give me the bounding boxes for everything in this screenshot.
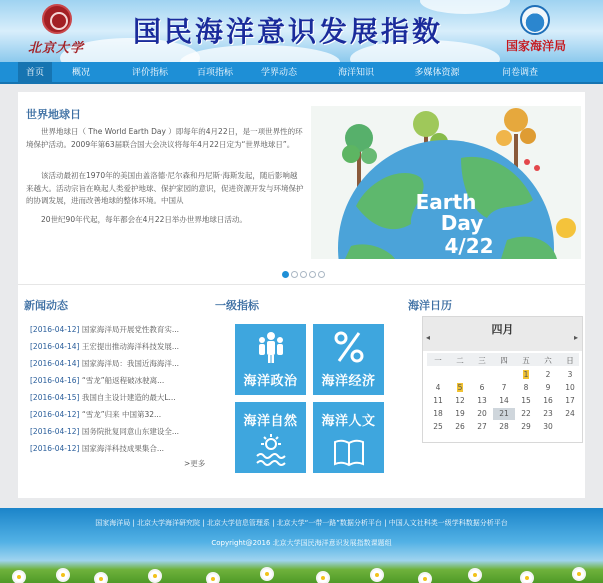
news-item[interactable]: [2016-04-14] 王宏提出推动海洋科技发展... — [30, 342, 179, 351]
news-section-title[interactable]: 新闻动态 — [24, 299, 68, 312]
sun-waves-icon — [255, 434, 287, 470]
calendar-day[interactable]: 2 — [545, 370, 551, 379]
ocean-calendar — [422, 316, 583, 443]
slider-dots — [282, 271, 327, 279]
calendar-weekday: 三 — [478, 356, 486, 365]
news-item[interactable]: [2016-04-12] 国务院批复同意山东建设全... — [30, 427, 179, 436]
indicator-label: 海洋政治 — [243, 374, 298, 389]
calendar-day[interactable]: 22 — [521, 409, 531, 418]
daisy-icon — [96, 574, 106, 583]
daisy-icon — [470, 570, 480, 580]
feature-paragraph-3: 20世纪90年代起，每年都会在4月22日举办世界地球日活动。 — [41, 215, 247, 224]
daisy-icon — [14, 572, 24, 582]
daisy-icon — [522, 573, 532, 583]
agency-name: 国家海洋局 — [505, 39, 566, 53]
calendar-weekday: 二 — [456, 356, 464, 365]
calendar-weekday: 日 — [566, 356, 574, 365]
calendar-day[interactable]: 14 — [499, 396, 509, 405]
nav-item-hundred-indicators[interactable]: 百项指标 — [196, 68, 233, 78]
calendar-day[interactable]: 26 — [455, 422, 465, 431]
calendar-day[interactable]: 10 — [565, 383, 575, 392]
nav-item-ocean-knowledge[interactable]: 海洋知识 — [337, 68, 374, 78]
calendar-day[interactable]: 28 — [499, 422, 509, 431]
nav-item-survey[interactable]: 问卷调查 — [501, 68, 538, 78]
university-name: 北京大学 — [27, 41, 84, 56]
earth-day-line2: Day — [440, 211, 484, 235]
calendar-weekday: 六 — [544, 356, 552, 365]
calendar-day[interactable]: 20 — [477, 409, 487, 418]
news-more-link[interactable]: >更多 — [184, 459, 206, 468]
footer-links[interactable]: 国家海洋局 | 北京大学海洋研究院 | 北京大学信息管理系 | 北京大学“一带一路”数据分析平台 | 中国人文社科类一级学科数据分析平台 — [95, 519, 508, 527]
indicator-tile-nature[interactable] — [235, 402, 306, 473]
calendar-day[interactable]: 6 — [479, 383, 485, 392]
daisy-icon — [150, 571, 160, 581]
calendar-day[interactable]: 9 — [545, 383, 551, 392]
indicator-label: 海洋经济 — [321, 374, 376, 389]
feature-paragraph-1: 世界地球日（ The World Earth Day ）即每年的4月22日，是一项世界性的环境保护活动。2009年第63届联合国大会决议将每年4月22日定为“世界地球日”。 — [26, 127, 303, 149]
calendar-day[interactable]: 27 — [477, 422, 487, 431]
feature-paragraph-2: 该活动最初在1970年的美国由盖洛德·尼尔森和丹尼斯·海斯发起，随后影响越来越大。活动宗旨在唤起人类爱护地球、保护家园的意识，促进资源开发与环境保护的协调发展，进而改善地球的整体环境。中国从 — [26, 171, 304, 205]
news-item[interactable]: [2016-04-16] “雪龙”船返程破冰驶离... — [30, 376, 165, 385]
news-item[interactable]: [2016-04-12] 国家海洋局开展党性教育实... — [30, 325, 179, 334]
daisy-icon — [574, 569, 584, 579]
calendar-prev-icon[interactable]: ◂ — [426, 333, 431, 342]
calendar-day[interactable]: 5 — [457, 383, 463, 392]
open-book-icon — [333, 438, 365, 468]
section-divider — [18, 284, 585, 285]
pku-logo-icon[interactable] — [42, 4, 72, 34]
calendar-day[interactable]: 25 — [433, 422, 443, 431]
nav-item-multimedia[interactable]: 多媒体资源 — [414, 68, 460, 78]
calendar-next-icon[interactable]: ▸ — [574, 333, 579, 342]
calendar-day[interactable]: 30 — [543, 422, 553, 431]
calendar-day[interactable]: 24 — [565, 409, 575, 418]
earth-day-date: 4/22 — [444, 234, 494, 258]
calendar-day[interactable]: 13 — [477, 396, 487, 405]
indicator-tile-economy[interactable] — [313, 324, 384, 395]
calendar-day[interactable]: 18 — [433, 409, 443, 418]
nav-item-home[interactable]: 首页 — [18, 62, 52, 84]
nav-item-evaluation-indicators[interactable]: 评价指标 — [131, 68, 168, 78]
people-group-icon — [255, 330, 287, 364]
nav-item-overview[interactable]: 概况 — [71, 68, 90, 78]
calendar-header — [423, 317, 582, 351]
soa-logo-icon[interactable] — [520, 5, 550, 35]
daisy-icon — [318, 573, 328, 583]
calendar-weekday: 五 — [522, 356, 530, 365]
daisy-icon — [262, 569, 272, 579]
site-footer — [0, 508, 603, 583]
slider-dot-3[interactable] — [300, 271, 307, 278]
percent-icon — [333, 330, 365, 364]
slider-dot-5[interactable] — [318, 271, 325, 278]
indicator-label: 海洋人文 — [321, 414, 376, 429]
news-item[interactable]: [2016-04-12] “雪龙”归来 中国第32... — [30, 410, 162, 419]
indicator-tile-politics[interactable] — [235, 324, 306, 395]
slider-dot-4[interactable] — [309, 271, 316, 278]
calendar-day[interactable]: 1 — [523, 370, 529, 379]
calendar-weekday: 四 — [500, 356, 508, 365]
daisy-icon — [372, 570, 382, 580]
calendar-day[interactable]: 7 — [501, 383, 507, 392]
news-item[interactable]: [2016-04-14] 国家海洋局：我国近海海洋... — [30, 359, 179, 368]
earth-day-line1: Earth — [415, 190, 477, 214]
calendar-day[interactable]: 15 — [521, 396, 531, 405]
nav-item-academic-news[interactable]: 学界动态 — [260, 68, 297, 78]
calendar-day[interactable]: 11 — [433, 396, 443, 405]
earth-day-banner[interactable] — [311, 106, 581, 259]
calendar-day[interactable]: 12 — [455, 396, 465, 405]
calendar-day[interactable]: 29 — [521, 422, 531, 431]
indicator-label: 海洋自然 — [243, 414, 298, 429]
calendar-day[interactable]: 17 — [565, 396, 575, 405]
calendar-day[interactable]: 19 — [455, 409, 465, 418]
calendar-day[interactable]: 4 — [435, 383, 441, 392]
calendar-day[interactable]: 21 — [493, 408, 515, 420]
indicators-section-title: 一级指标 — [215, 299, 259, 312]
calendar-day[interactable]: 16 — [543, 396, 553, 405]
slider-dot-1[interactable] — [282, 271, 289, 278]
calendar-month: 四月 — [491, 323, 514, 336]
site-title: 国民海洋意识发展指数 — [132, 15, 443, 48]
main-content — [18, 92, 585, 498]
calendar-day[interactable]: 23 — [543, 409, 553, 418]
daisy-icon — [58, 570, 68, 580]
calendar-day[interactable]: 3 — [567, 370, 573, 379]
daisy-icon — [208, 574, 218, 583]
calendar-day[interactable]: 8 — [523, 383, 529, 392]
feature-title[interactable]: 世界地球日 — [26, 108, 81, 121]
main-nav — [0, 62, 603, 84]
calendar-weekday: 一 — [434, 356, 442, 365]
indicator-tile-culture[interactable] — [313, 402, 384, 473]
site-header — [0, 0, 603, 62]
calendar-section-title: 海洋日历 — [408, 299, 452, 312]
news-item[interactable]: [2016-04-12] 国家海洋科技成果集合... — [30, 444, 164, 453]
slider-dot-2[interactable] — [291, 271, 298, 278]
footer-copyright: Copyright@2016 北京大学国民海洋意识发展指数课题组 — [211, 539, 392, 547]
news-item[interactable]: [2016-04-15] 我国自主设计建造的最大L... — [30, 393, 176, 402]
daisy-icon — [420, 574, 430, 583]
